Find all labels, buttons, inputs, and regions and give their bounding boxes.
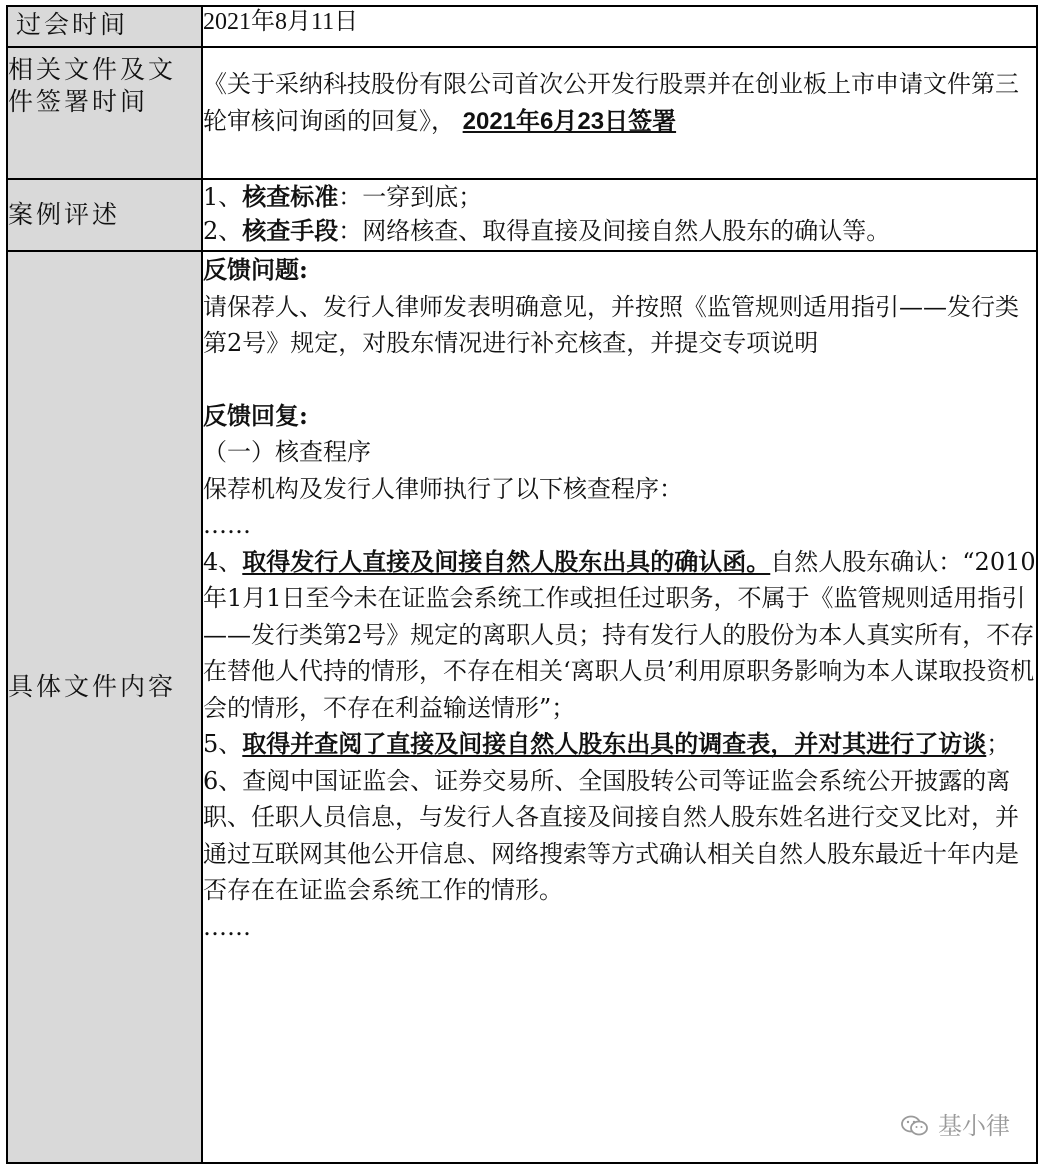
review-item-1: 1、核查标准：一穿到底；: [203, 182, 483, 211]
document-table: [6, 5, 1038, 1164]
related-files-text: 《关于采纳科技股份有限公司首次公开发行股票并在创业板上市申请文件第三轮审核问询函的回复》，: [203, 70, 1019, 135]
ellipsis-1: ……: [203, 511, 251, 539]
review-item-2: 2、核查手段：网络核查、取得直接及间接自然人股东的确认等。: [203, 216, 891, 245]
related-files-value: [202, 47, 1037, 179]
question-text: 请保荐人、发行人律师发表明确意见，并按照《监管规则适用指引——发行类第2号》规定，对股东情况进行补充核查，并提交专项说明: [203, 292, 1019, 357]
question-title: 反馈问题:: [203, 255, 308, 284]
document-content-value: [202, 251, 1037, 1163]
answer-section: （一）核查程序: [203, 438, 371, 466]
meeting-time-label: 过会时间: [7, 6, 202, 47]
row-meeting-time: [7, 6, 1037, 47]
row-case-review: [7, 179, 1037, 251]
procedure-4: 4、取得发行人直接及间接自然人股东出具的确认函。自然人股东确认：“2010年1月1日至今未在证监会系统工作或担任过职务，不属于《监管规则适用指引——发行类第2号》规定的离职人员；持有发行人的股份为本人真实所有，不存在替他人代持的情形，不存在相关‘离职人员’利用原职务影响为本人谋取投资机会的情形，不存在利益输送情形”；: [203, 546, 1036, 722]
meeting-time-value: 2021年8月11日: [202, 6, 1037, 47]
procedure-6: 6、查阅中国证监会、证券交易所、全国股转公司等证监会系统公开披露的离职、任职人员信息，与发行人各直接及间接自然人股东姓名进行交叉比对，并通过互联网其他公开信息、网络搜索等方式确认相关自然人股东最近十年内是否存在在证监会系统工作的情形。: [203, 766, 1019, 904]
watermark-text: 基小律: [938, 1111, 1010, 1140]
procedure-5: 5、取得并查阅了直接及间接自然人股东出具的调查表，并对其进行了访谈；: [203, 729, 1011, 758]
case-review-value: [202, 179, 1037, 251]
ellipsis-2: ……: [203, 912, 251, 941]
row-document-content: [7, 251, 1037, 1163]
related-files-label: 相关文件及文件签署时间: [7, 47, 202, 179]
watermark: [900, 1108, 1010, 1145]
case-review-label: 案例评述: [7, 179, 202, 251]
answer-title: 反馈回复:: [203, 400, 308, 430]
row-related-files: [7, 47, 1037, 179]
spacer: [203, 362, 1036, 398]
wechat-icon: [900, 1114, 930, 1138]
signing-date: 2021年6月23日签署: [462, 108, 677, 135]
document-content-label: 具体文件内容: [7, 251, 202, 1163]
answer-intro: 保荐机构及发行人律师执行了以下核查程序：: [203, 474, 683, 503]
